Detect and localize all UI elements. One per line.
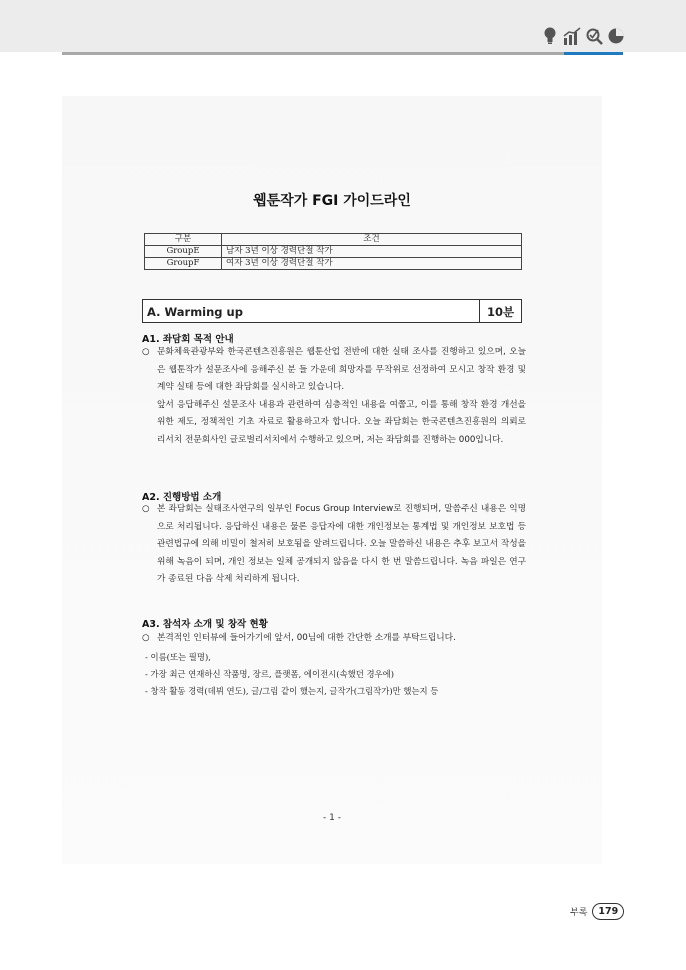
a1-paragraph-2-text: 앞서 응답해주신 설문조사 내용과 관련하여 심층적인 내용을 여쭙고, 이를 통해 창작 환경 개선을 위한 제도, 정책적인 기초 자료로 활용하고자 합니다. 오늘 좌담회는 한국콘텐츠진흥원의 의뢰로 리서치 전문회사인 글로벌리서치에서 수행하고 있으며, 저는 좌담회를 진행하는 000입니다. xyxy=(157,399,526,445)
a1-paragraph-1 xyxy=(142,344,526,397)
magnifier-check-icon xyxy=(585,26,603,46)
document-title: 웹툰작가 FGI 가이드라인 xyxy=(253,193,411,209)
table-row xyxy=(145,246,522,258)
list-item: - 이름(또는 필명), xyxy=(145,652,211,662)
a1-heading: A1. 좌담회 목적 안내 xyxy=(142,334,234,345)
a1-paragraph-2 xyxy=(142,397,526,450)
table-header: 구분 xyxy=(145,234,222,246)
footer-page-badge: 179 xyxy=(592,903,624,920)
a1-paragraph-1-text: 문화체육관광부와 한국콘텐츠진흥원은 웹툰산업 전반에 대한 실태 조사를 진행하고 있으며, 오늘은 웹툰작가 설문조사에 응해주신 분 들 가운데 희망자를 무작위로 선정하여 모시고 창작 환경 및 계약 실태 등에 대한 좌담회를 실시하고 있습니다. xyxy=(157,347,526,392)
a2-content xyxy=(142,501,526,589)
pie-chart-icon xyxy=(607,26,625,46)
a3-content xyxy=(142,630,526,648)
table-cell: 남자 3년 이상 경력단절 작가 xyxy=(222,246,522,258)
footer xyxy=(570,903,624,920)
list-item: - 창작 활동 경력(데뷔 연도), 글/그림 같이 했는지, 글작가(그림작가)만 했는지 등 xyxy=(145,686,439,696)
table-header: 조건 xyxy=(222,234,522,246)
bar-chart-icon xyxy=(563,26,581,46)
a3-heading: A3. 참석자 소개 및 창작 현황 xyxy=(142,619,268,630)
header-accent-rule xyxy=(564,52,623,55)
table-header-row xyxy=(145,234,522,246)
section-title-box: A. Warming up xyxy=(142,299,480,323)
a1-content xyxy=(142,344,526,449)
bullet-icon: ○ xyxy=(142,633,150,643)
bullet-icon: ○ xyxy=(142,504,150,514)
table-row xyxy=(145,258,522,270)
section-time-box: 10분 xyxy=(480,299,522,323)
document-page xyxy=(62,96,602,864)
header-rule xyxy=(62,52,564,55)
a3-paragraph xyxy=(142,630,526,648)
table-cell: GroupF xyxy=(145,258,222,270)
a2-heading: A2. 진행방법 소개 xyxy=(142,492,222,503)
bullet-icon: ○ xyxy=(142,347,150,357)
table-cell: GroupE xyxy=(145,246,222,258)
group-table xyxy=(144,233,522,270)
a2-paragraph-text: 본 좌담회는 실태조사연구의 일부인 Focus Group Interview로 진행되며, 말씀주신 내용은 익명으로 처리됩니다. 응답하신 내용은 물론 응답자에 대한 개인정보는 통계법 및 개인정보 보호법 등 관련법규에 의해 비밀이 철저히 보호됨을 알려드립니다. 오늘 말씀하신 내용은 추후 보고서 작성을 위해 녹음이 되며, 개인 정보는 일체 공개되지 않음을 다시 한 번 말씀드립니다. 녹음 파일은 연구가 종료된 다음 삭제 처리하게 됩니다. xyxy=(157,504,526,584)
a3-paragraph-text: 본격적인 인터뷰에 들어가기에 앞서, 00님에 대한 간단한 소개를 부탁드립니다. xyxy=(157,633,456,643)
document-page-number: - 1 - xyxy=(323,813,341,823)
list-item: - 가장 최근 연재하신 작품명, 장르, 플랫폼, 에이전시(속했던 경우에) xyxy=(145,669,394,679)
lightbulb-icon xyxy=(541,26,559,46)
a2-paragraph xyxy=(142,501,526,589)
table-cell: 여자 3년 이상 경력단절 작가 xyxy=(222,258,522,270)
header-icons xyxy=(541,24,625,48)
footer-label: 부록 xyxy=(570,908,588,918)
